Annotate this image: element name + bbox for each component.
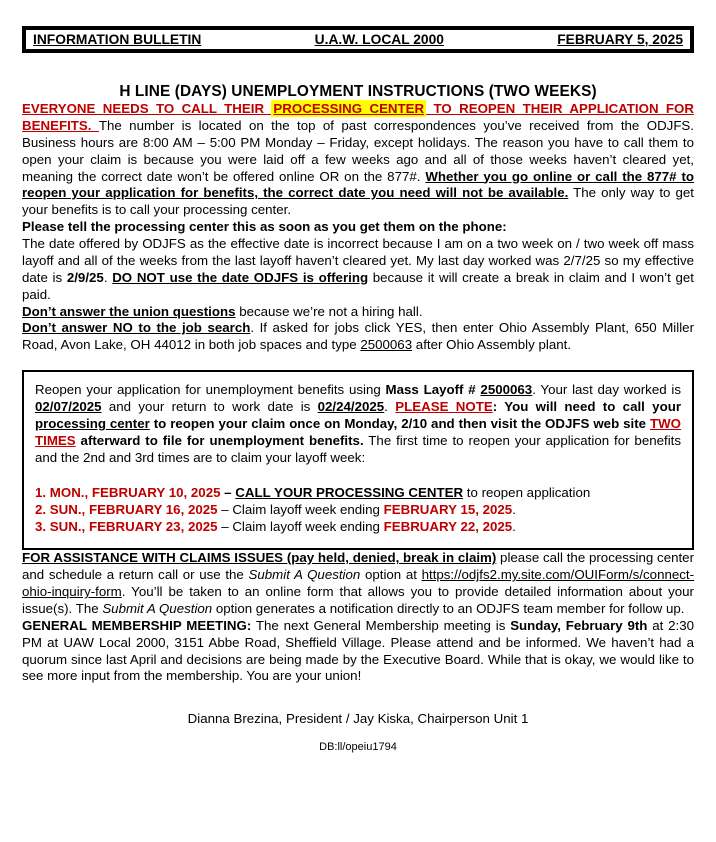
schedule-item-1 xyxy=(35,484,681,501)
text-segment: Sunday, February 9th xyxy=(510,617,648,633)
text-segment: FOR ASSISTANCE WITH CLAIMS ISSUES (pay held, denied, break in claim) xyxy=(22,550,497,566)
text-segment: to reopen your claim once on Monday, 2/10 and then visit the ODJFS web site xyxy=(149,415,650,431)
claims-assistance-paragraph xyxy=(22,550,694,618)
text-segment: – Claim layoff week ending xyxy=(217,519,384,535)
text-segment: 1. MON., FEBRUARY 10, 2025 xyxy=(35,484,221,500)
text-segment: please call the processing center and schedule a return call or use the xyxy=(22,550,694,583)
text-segment: : You will need to call your xyxy=(492,399,681,414)
text-segment: . You’ll be taken to an online form that allows you to provide detailed information about your issue(s). The xyxy=(22,584,694,616)
bulletin-header xyxy=(22,26,694,53)
text-segment: Submit A Question xyxy=(248,567,361,583)
schedule-item-2 xyxy=(35,501,681,518)
text-segment: option at xyxy=(360,567,422,583)
text-segment: to reopen application xyxy=(463,484,591,500)
text-segment: 02/24/2025 xyxy=(317,399,385,414)
text-segment: Please tell the processing center this as soon as you get them on the phone: xyxy=(22,219,507,235)
text-segment: because it will create a break in claim and I won’t get paid. xyxy=(22,269,694,302)
schedule-list xyxy=(35,484,681,536)
text-segment: 3. SUN., FEBRUARY 23, 2025 xyxy=(35,519,218,535)
text-segment: because we’re not a hiring hall. xyxy=(235,303,423,319)
text-segment: Don’t answer NO to the job search xyxy=(22,320,251,336)
document-reference: DB:ll/opeiu1794 xyxy=(319,741,397,754)
text-segment: . xyxy=(512,501,516,517)
text-segment: – xyxy=(220,484,236,500)
text-segment: TWO TIMES xyxy=(35,415,681,448)
text-segment: . xyxy=(103,269,113,285)
text-segment: at 2:30 PM at UAW Local 2000, 3151 Abbe Road, Sheffield Village. Please attend and be informed. We haven’t had a quorum since last April and decisions are being made by the Executive Board. While that is okay, we would like to see more input from the membership. You are your union! xyxy=(22,617,695,684)
text-segment: Reopen your application for unemployment benefits using xyxy=(35,382,386,398)
text-segment: EVERYONE NEEDS TO CALL THEIR xyxy=(22,101,272,116)
union-questions-paragraph xyxy=(22,304,694,321)
job-search-paragraph xyxy=(22,320,694,354)
text-segment: FEBRUARY 15, 2025 xyxy=(383,501,513,517)
bulletin-date: FEBRUARY 5, 2025 xyxy=(557,32,683,47)
text-segment: and your return to work date is xyxy=(101,399,318,414)
text-segment: PROCESSING CENTER xyxy=(273,101,425,116)
text-segment: – Claim layoff week ending xyxy=(217,501,384,517)
reopen-instructions-paragraph xyxy=(35,382,681,466)
text-segment: . xyxy=(512,519,516,535)
text-segment: Submit A Question xyxy=(102,600,213,616)
text-segment: 2/9/25 xyxy=(66,269,104,285)
text-segment: https://odjfs2.my.site.com/OUIForm/s/connect-ohio-inquiry-form xyxy=(22,567,695,600)
text-segment: The only way to get your benefits is to call your processing center. xyxy=(22,185,694,218)
phone-script-heading xyxy=(22,219,694,236)
text-segment: . xyxy=(384,399,396,414)
bulletin-type-label: INFORMATION BULLETIN xyxy=(33,32,202,47)
text-segment: . If asked for jobs click YES, then enter Ohio Assembly Plant, 650 Miller Road, Avon Lake, OH 44012 in both job spaces and type xyxy=(22,320,694,353)
signature-line: Dianna Brezina, President / Jay Kiska, Chairperson Unit 1 xyxy=(187,711,529,727)
text-segment: DO NOT use the date ODJFS is offering xyxy=(112,269,369,285)
text-segment: The next General Membership meeting is xyxy=(251,617,511,633)
text-segment: The date offered by ODJFS as the effective date is incorrect because I am on a two week on / two week off mass layoff and all of the weeks from the last layoff haven’t cleared yet. My last day worked was 2/7/25 so my effective date is xyxy=(22,236,694,285)
text-segment: option generates a notification directly to an ODJFS team member for follow up. xyxy=(212,600,685,616)
text-segment: 2. SUN., FEBRUARY 16, 2025 xyxy=(35,501,218,517)
call-processing-center-paragraph xyxy=(22,101,694,219)
text-segment: TO REOPEN THEIR APPLICATION FOR BENEFITS. xyxy=(22,101,695,133)
text-segment: 02/07/2025 xyxy=(35,399,102,414)
text-segment: CALL YOUR PROCESSING CENTER xyxy=(235,484,464,500)
text-segment: Whether you go online or call the 877# to reopen your application for benefits, the correct date you need will not be available. xyxy=(22,168,694,201)
text-segment: . Your last day worked is xyxy=(532,382,681,398)
organization-name: U.A.W. LOCAL 2000 xyxy=(314,32,444,47)
text-segment: processing center xyxy=(35,415,150,431)
text-segment: The first time to reopen your application for benefits and the 2nd and 3rd times are to claim your layoff week: xyxy=(35,432,681,465)
text-segment: 2500063 xyxy=(480,382,533,398)
membership-meeting-paragraph xyxy=(22,618,694,686)
text-segment: The number is located on the top of past correspondences you’ve received from the ODJFS. Business hours are 8:00 AM – 5:00 PM Monday – Friday, except holidays. The reason you have to call them to open your claim is because you were laid off a few weeks ago and all of those weeks haven’t cleared yet, meaning the correct date won’t be offered online OR on the 877#. xyxy=(22,117,694,184)
text-segment: PLEASE NOTE xyxy=(395,399,493,414)
document-title: H LINE (DAYS) UNEMPLOYMENT INSTRUCTIONS (TWO WEEKS) xyxy=(119,83,597,100)
text-segment: Don’t answer the union questions xyxy=(22,303,236,319)
instructions-box xyxy=(22,370,694,550)
text-segment: FEBRUARY 22, 2025 xyxy=(383,519,513,535)
text-segment: 2500063 xyxy=(360,337,413,353)
schedule-item-3 xyxy=(35,518,681,535)
text-segment: after Ohio Assembly plant. xyxy=(412,337,572,353)
text-segment: GENERAL MEMBERSHIP MEETING: xyxy=(22,617,252,633)
text-segment: afterward to file for unemployment benefits. xyxy=(75,432,364,448)
phone-script-paragraph xyxy=(22,236,694,304)
text-segment: Mass Layoff # xyxy=(385,382,481,398)
